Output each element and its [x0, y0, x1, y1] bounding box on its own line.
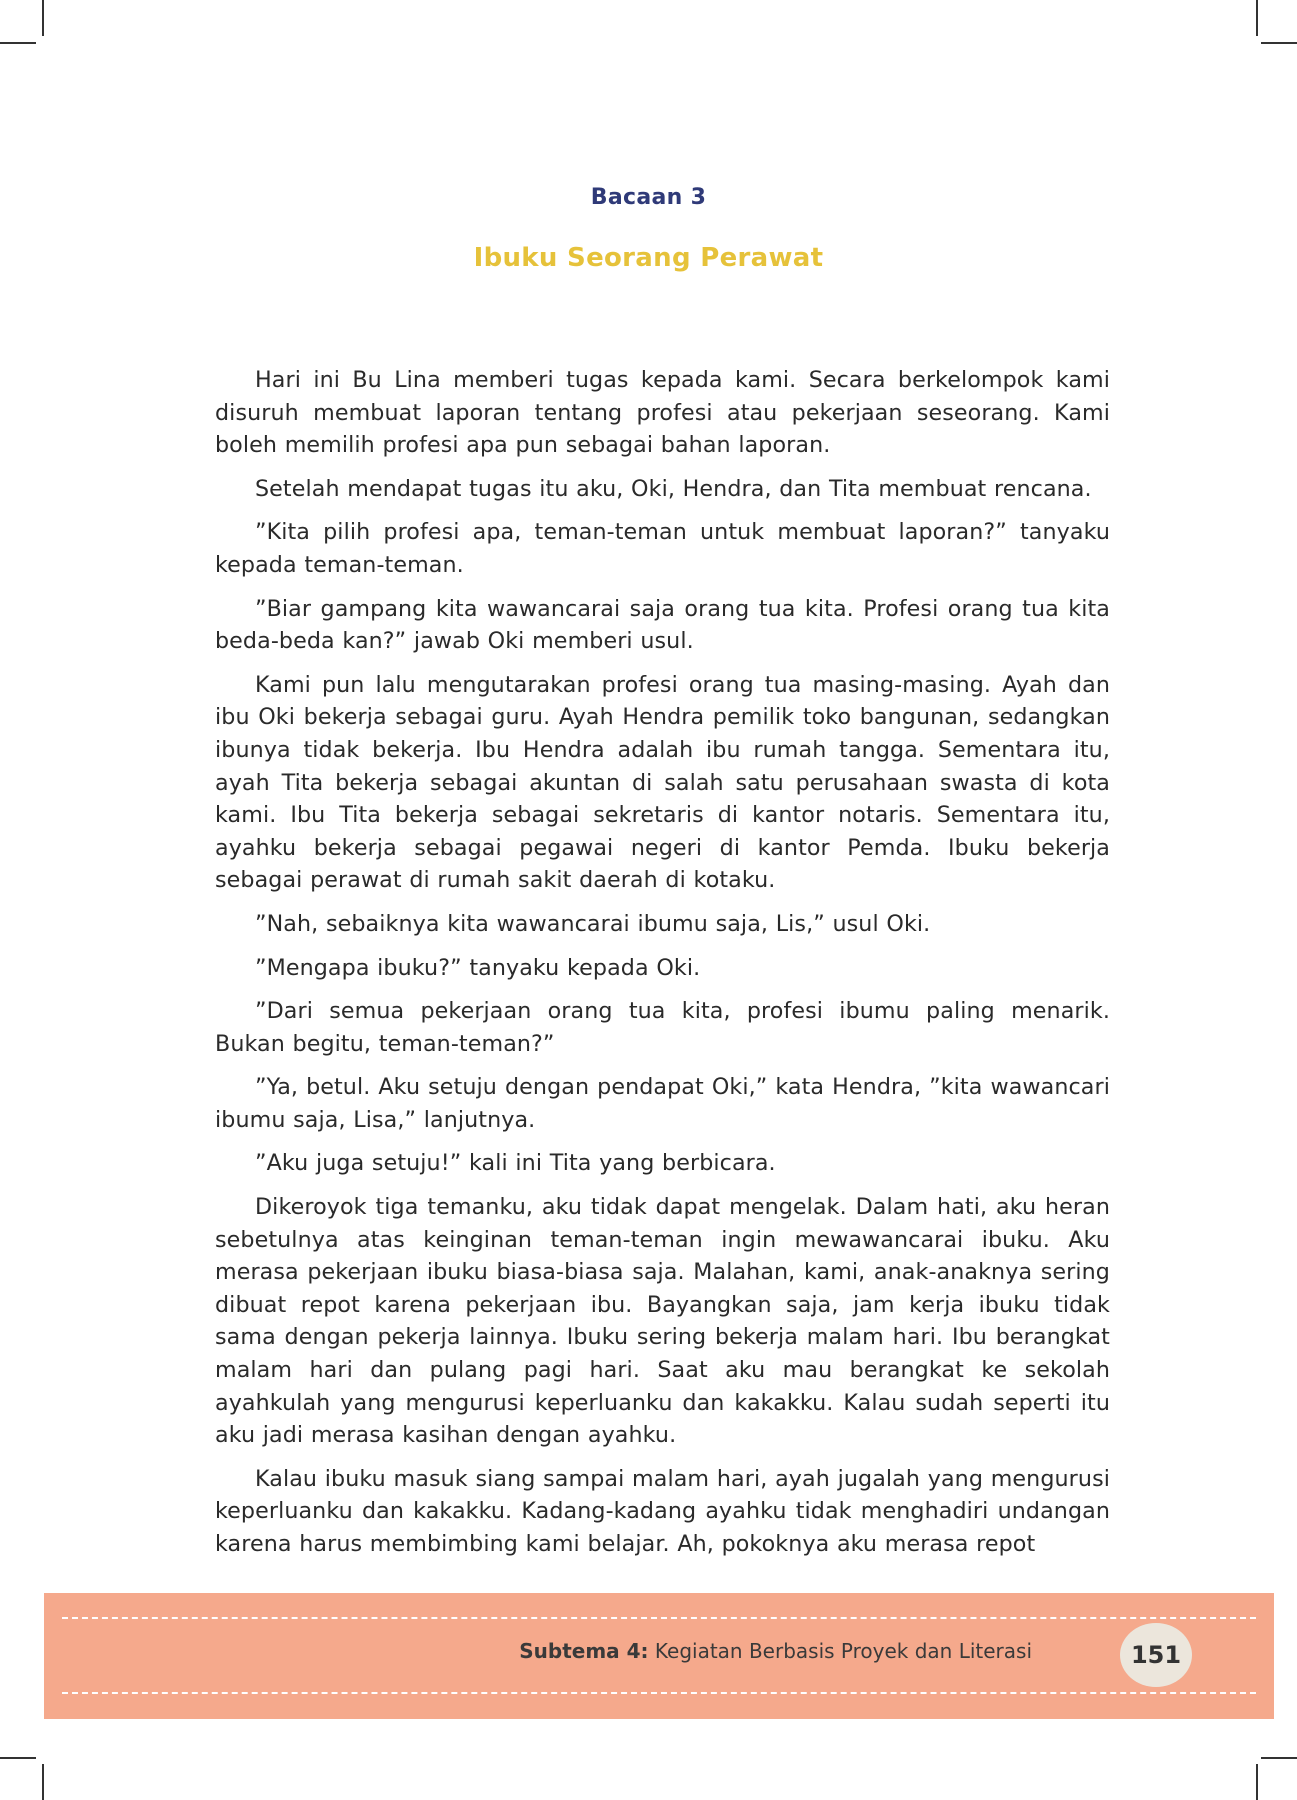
paragraph: Kami pun lalu mengutarakan profesi orang tua masing-masing. Ayah dan ibu Oki bekerja sebagai guru. Ayah Hendra pemilik toko bangunan, sedangkan ibunya tidak bekerja. Ibu Hendra adalah ibu rumah tangga. Sementara itu, ayah Tita bekerja sebagai akuntan di salah satu perusahaan swasta di kota kami. Ibu Tita bekerja sebagai sekretaris di kantor notaris. Sementara itu, ayahku bekerja sebagai pegawai negeri di kantor Pemda. Ibuku bekerja sebagai perawat di rumah sakit daerah di kotaku.	[215, 671, 1110, 894]
story-body	[215, 364, 1110, 1574]
paragraph: ”Nah, sebaiknya kita wawancarai ibumu saja, Lis,” usul Oki.	[255, 910, 931, 937]
crop-mark-top-right-h	[1261, 42, 1297, 44]
crop-mark-top-right-v	[1256, 0, 1258, 36]
page-number: 151	[1120, 1623, 1192, 1687]
paragraph: ”Biar gampang kita wawancarai saja orang tua kita. Profesi orang tua kita beda-beda kan?” jawab Oki memberi usul.	[215, 595, 1110, 655]
footer-dashed-line-top	[62, 1617, 1256, 1619]
reading-label: Bacaan 3	[590, 185, 707, 210]
paragraph: Setelah mendapat tugas itu aku, Oki, Hendra, dan Tita membuat rencana.	[255, 475, 1092, 502]
paragraph: ”Ya, betul. Aku setuju dengan pendapat Oki,” kata Hendra, ”kita wawancari ibumu saja, Lisa,” lanjutnya.	[215, 1074, 1110, 1133]
footer-band	[44, 1593, 1274, 1719]
footer-subtheme-label: Subtema 4:	[519, 1639, 649, 1663]
paragraph: ”Mengapa ibuku?” tanyaku kepada Oki.	[255, 954, 701, 981]
footer-subtheme	[519, 1639, 1032, 1663]
paragraph: Kalau ibuku masuk siang sampai malam hari, ayah jugalah yang mengurusi keperluanku dan kakakku. Kadang-kadang ayahku tidak menghadiri undangan karena harus membimbing kami belajar. Ah, pokoknya aku merasa repot	[215, 1465, 1110, 1557]
crop-mark-bottom-left-h	[0, 1757, 36, 1759]
footer-subtheme-text: Kegiatan Berbasis Proyek dan Literasi	[654, 1639, 1032, 1663]
paragraph: Hari ini Bu Lina memberi tugas kepada kami. Secara berkelompok kami disuruh membuat laporan tentang profesi atau pekerjaan seseorang. Kami boleh memilih profesi apa pun sebagai bahan laporan.	[215, 367, 1110, 459]
paragraph: ”Aku juga setuju!” kali ini Tita yang berbicara.	[255, 1150, 776, 1177]
crop-mark-top-left-h	[0, 42, 36, 44]
paragraph: ”Dari semua pekerjaan orang tua kita, profesi ibumu paling menarik. Bukan begitu, teman-teman?”	[215, 998, 1110, 1057]
crop-mark-bottom-right-h	[1261, 1757, 1297, 1759]
crop-mark-bottom-right-v	[1256, 1764, 1258, 1800]
crop-mark-bottom-left-v	[42, 1764, 44, 1800]
footer-dashed-line-bottom	[62, 1692, 1256, 1694]
paragraph: ”Kita pilih profesi apa, teman-teman untuk membuat laporan?” tanyaku kepada teman-teman.	[215, 519, 1110, 578]
story-title: Ibuku Seorang Perawat	[473, 243, 824, 273]
paragraph: Dikeroyok tiga temanku, aku tidak dapat mengelak. Dalam hati, aku heran sebetulnya atas keinginan teman-teman ingin mewawancarai ibuku. Aku merasa pekerjaan ibuku biasa-biasa saja. Malahan, kami, anak-anaknya sering dibuat repot karena pekerjaan ibu. Bayangkan saja, jam kerja ibuku tidak sama dengan pekerja lainnya. Ibuku sering bekerja malam hari. Ibu berangkat malam hari dan pulang pagi hari. Saat aku mau berangkat ke sekolah ayahkulah yang mengurusi keperluanku dan kakakku. Kalau sudah seperti itu aku jadi merasa kasihan dengan ayahku.	[215, 1194, 1110, 1449]
crop-mark-top-left-v	[42, 0, 44, 36]
